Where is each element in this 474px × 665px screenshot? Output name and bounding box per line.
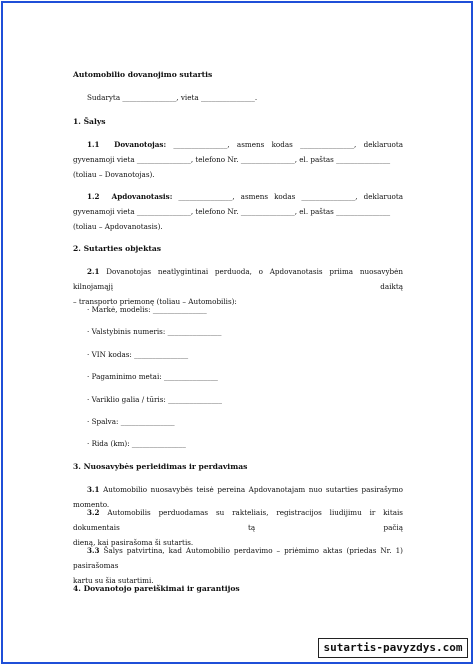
clause-1-2-line3: (toliau – Apdovanotasis). (73, 222, 163, 231)
clause-3-3-line2: kartu su šia sutartimi. (73, 576, 154, 585)
section-4-heading: 4. Dovanotojo pareiškimai ir garantijos (73, 584, 240, 593)
clause-text: Dovanotojas neatlygintinai perduoda, o Apdovanotasis priima nuosavybėn kilnojamąjį daiktą (73, 267, 403, 291)
clause-1-2-line1 (73, 189, 403, 204)
clause-label: Apdovanotasis: (111, 192, 173, 201)
clause-2-1-line1 (73, 264, 403, 294)
clause-num: 1.1 (87, 140, 100, 149)
clause-1-2 (73, 189, 403, 234)
list-item: · VIN kodas: _______________ (87, 350, 189, 359)
clause-1-2-line2: gyvenamoji vieta _______________, telefono Nr. _______________, el. paštas _______________ (73, 207, 391, 216)
section-3-heading: 3. Nuosavybės perleidimas ir perdavimas (73, 462, 248, 471)
clause-text: _______________, asmens kodas _______________, deklaruota (173, 140, 403, 149)
list-item: · Pagaminimo metai: _______________ (87, 372, 218, 381)
document-title: Automobilio dovanojimo sutartis (73, 70, 213, 79)
clause-label: Dovanotojas: (114, 140, 167, 149)
site-watermark: sutartis-pavyzdys.com (318, 638, 468, 658)
clause-text: Šalys patvirtina, kad Automobilio perdavimo – priėmimo aktas (priedas Nr. 1) pasirašomas (73, 546, 403, 570)
list-item: · Spalva: _______________ (87, 417, 175, 426)
clause-1-1-line2: gyvenamoji vieta _______________, telefono Nr. _______________, el. paštas _______________ (73, 155, 391, 164)
clause-text: _______________, asmens kodas _______________, deklaruota (178, 192, 403, 201)
clause-3-2-line2: dieną, kai pasirašoma ši sutartis. (73, 538, 194, 547)
clause-3-2-line1 (73, 505, 403, 535)
clause-num: 3.1 (87, 485, 100, 494)
section-2-heading: 2. Sutarties objektas (73, 244, 162, 253)
clause-1-1 (73, 137, 403, 182)
clause-num: 3.3 (87, 546, 100, 555)
clause-1-1-line1 (73, 137, 403, 152)
clause-text: Automobilis perduodamas su rakteliais, registracijos liudijimu ir kitais dokumentais tą pačią (73, 508, 403, 532)
clause-num: 2.1 (87, 267, 100, 276)
list-item: · Variklio galia / tūris: _______________ (87, 395, 222, 404)
clause-text: Automobilio nuosavybės teisė pereina Apdovanotajam nuo sutarties pasirašymo momento. (73, 485, 403, 509)
clause-3-3-line1 (73, 543, 403, 573)
section-1-heading: 1. Šalys (73, 117, 106, 126)
clause-num: 1.2 (87, 192, 100, 201)
clause-2-1-line2: – transporto priemonę (toliau – Automobilis): (73, 297, 237, 306)
list-item: · Markė, modelis: _______________ (87, 305, 207, 314)
list-item: · Rida (km): _______________ (87, 439, 186, 448)
list-item: · Valstybinis numeris: _______________ (87, 327, 222, 336)
clause-num: 3.2 (87, 508, 100, 517)
clause-1-1-line3: (toliau – Dovanotojas). (73, 170, 155, 179)
intro-line: Sudaryta _______________, vieta _______________. (87, 93, 258, 102)
